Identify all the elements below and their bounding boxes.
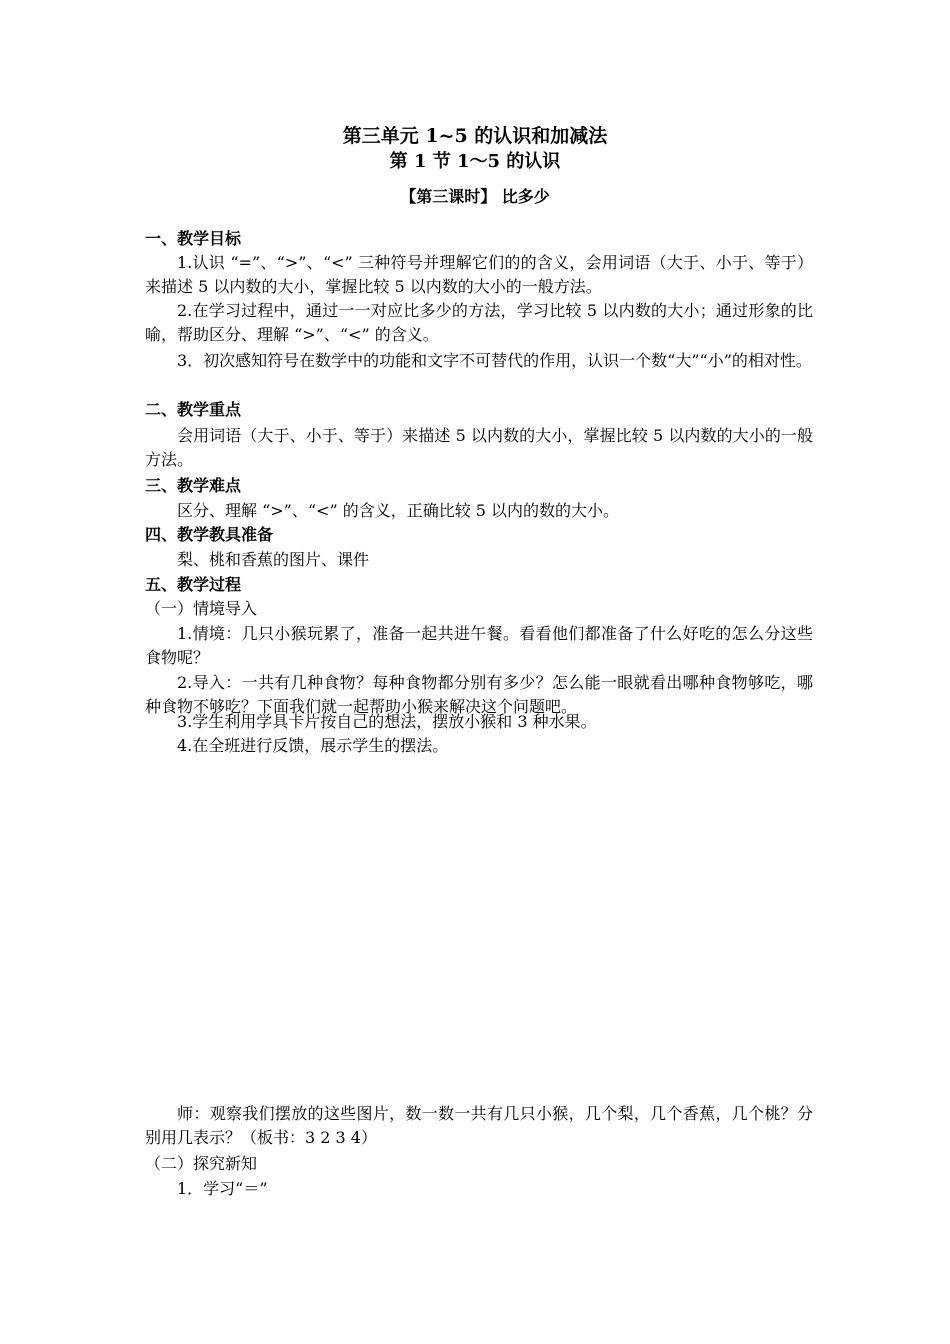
process-paragraph-6: 1．学习“＝” [177, 1179, 268, 1198]
goal-paragraph-1: 1.认识 “=”、“>”、“<” 三种符号并理解它们的的含义，会用词语（大于、小于、等于）来描述 5 以内数的大小，掌握比较 5 以内数的大小的一般方法。 [145, 253, 813, 296]
lesson-title: 【第三课时】 比多少 [400, 187, 550, 206]
unit-title: 第三单元 1~5 的认识和加减法 [342, 125, 608, 147]
key-points-paragraph: 会用词语（大于、小于、等于）来描述 5 以内数的大小，掌握比较 5 以内数的大小的一般方法。 [145, 426, 813, 469]
materials-paragraph: 梨、桃和香蕉的图片、课件 [177, 550, 370, 569]
goal-paragraph-2: 2.在学习过程中，通过一一对应比多少的方法，学习比较 5 以内数的大小；通过形象的比喻，帮助区分、理解 “>”、“<” 的含义。 [145, 301, 813, 344]
process-paragraph-2: 2.导入：一共有几种食物？每种食物都分别有多少？怎么能一眼就看出哪种食物够吃，哪种食物不够吃？下面我们就一起帮助小猴来解决这个问题吧。 [145, 673, 813, 716]
subheading-introduction: （一）情境导入 [145, 599, 258, 618]
heading-materials: 四、教学教具准备 [145, 525, 274, 544]
goal-paragraph-3: 3．初次感知符号在数学中的功能和文字不可替代的作用，认识一个数“大”“小”的相对性。 [177, 351, 812, 370]
heading-process: 五、教学过程 [145, 575, 242, 594]
process-paragraph-1: 1.情境：几只小猴玩累了，准备一起共进午餐。看看他们都准备了什么好吃的怎么分这些食物呢？ [145, 624, 813, 667]
subheading-explore: （二）探究新知 [145, 1154, 258, 1173]
section-title: 第 1 节 1～5 的认识 [389, 151, 561, 172]
process-paragraph-3: 3.学生利用学具卡片按自己的想法，摆放小猴和 3 种水果。 [177, 712, 597, 731]
heading-key-points: 二、教学重点 [145, 400, 242, 419]
heading-difficulties: 三、教学难点 [145, 476, 242, 495]
difficulties-paragraph: 区分、理解 “>”、“<” 的含义，正确比较 5 以内的数的大小。 [177, 501, 620, 520]
process-paragraph-4: 4.在全班进行反馈，展示学生的摆法。 [177, 736, 449, 755]
heading-teaching-goals: 一、教学目标 [145, 229, 242, 248]
process-paragraph-5: 师：观察我们摆放的这些图片，数一数一共有几只小猴，几个梨，几个香蕉，几个桃？分别用几表示？（板书：3 2 3 4） [145, 1104, 813, 1147]
